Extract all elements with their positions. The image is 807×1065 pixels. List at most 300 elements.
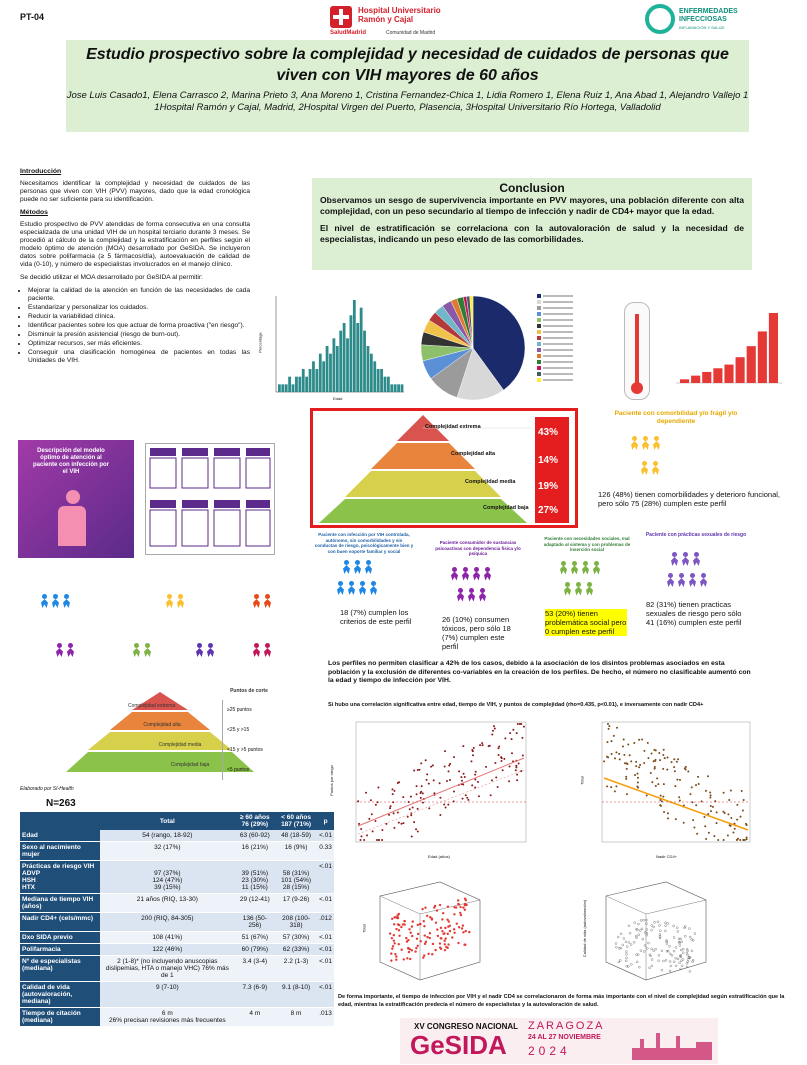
scatter-point bbox=[439, 814, 441, 816]
scatter-point bbox=[673, 758, 675, 760]
scatter-point bbox=[462, 745, 464, 747]
scatter-point bbox=[676, 927, 678, 929]
scatter-point bbox=[381, 829, 383, 831]
scatter-point bbox=[397, 923, 399, 925]
scatter-point bbox=[625, 776, 627, 778]
scatter-point bbox=[393, 942, 395, 944]
table-cell: 9.1 (8-10) bbox=[275, 982, 317, 1008]
table-cell: 3.4 (3-4) bbox=[235, 956, 275, 982]
scatter-point bbox=[413, 769, 415, 771]
scatter-point bbox=[710, 805, 712, 807]
scatter-3d-1-svg bbox=[360, 876, 500, 986]
scatter-point bbox=[643, 750, 645, 752]
blue-people-icon bbox=[336, 581, 414, 600]
table-cell: 7.3 (6-9) bbox=[235, 982, 275, 1008]
histogram-bar bbox=[384, 377, 387, 392]
scatter-point bbox=[492, 730, 494, 732]
scatter-point bbox=[437, 935, 439, 937]
scatter-point bbox=[685, 766, 687, 768]
scatter-point bbox=[395, 955, 397, 957]
cutpoint: <5 puntos bbox=[227, 767, 250, 773]
scatter-point bbox=[497, 747, 499, 749]
purple-people-icon bbox=[450, 567, 528, 586]
scatter-point bbox=[444, 949, 446, 951]
scatter-point bbox=[639, 930, 641, 932]
scatter-point bbox=[616, 727, 618, 729]
scatter-point bbox=[677, 930, 679, 932]
histogram-bar bbox=[360, 308, 363, 392]
scatter-point bbox=[445, 937, 447, 939]
profile-title: Paciente con prácticas sexuales de riesgo bbox=[645, 532, 747, 538]
scatter-cd4-svg bbox=[584, 718, 754, 858]
scatter-point bbox=[629, 754, 631, 756]
histogram-ylabel: Percentage bbox=[257, 332, 263, 353]
scatter-point bbox=[504, 737, 506, 739]
scatter-point bbox=[650, 772, 652, 774]
scatter-point bbox=[664, 930, 666, 932]
scatter-point bbox=[618, 961, 620, 963]
scatter-point bbox=[378, 839, 380, 841]
scatter-point bbox=[398, 935, 400, 937]
affiliations: 1Hospital Ramón y Cajal, Madrid, 2Hospital Virgen del Puerto, Plasencia, 3Hospital Universitario Río Hortega, Valladolid bbox=[154, 102, 661, 113]
scatter-point bbox=[441, 930, 443, 932]
scatter-point bbox=[411, 935, 413, 937]
congress-year: 2024 bbox=[528, 1044, 571, 1058]
scatter-point bbox=[475, 771, 477, 773]
scatter-point bbox=[635, 765, 637, 767]
scatter-point bbox=[620, 947, 622, 949]
scatter-point bbox=[396, 917, 398, 919]
scatter-point bbox=[393, 939, 395, 941]
scatter-point bbox=[659, 759, 661, 761]
scatter-point bbox=[682, 948, 684, 950]
list-item: • Reducir la variabilidad clínica. bbox=[28, 313, 250, 321]
histogram-bar bbox=[281, 384, 284, 392]
congress-banner bbox=[400, 1018, 718, 1064]
scatter-point bbox=[736, 804, 738, 806]
scatter-point bbox=[419, 769, 421, 771]
table-header-row bbox=[20, 812, 334, 830]
scatter-point bbox=[641, 738, 643, 740]
table-cell: 39 (51%) 23 (30%) 11 (15%) bbox=[235, 861, 275, 894]
green-people-icon bbox=[559, 561, 639, 580]
scatter-point bbox=[449, 779, 451, 781]
scatter-point bbox=[619, 758, 621, 760]
histogram-bar bbox=[387, 377, 390, 392]
pink-people-icon bbox=[252, 643, 274, 662]
pyramid-level-label: Complejidad baja bbox=[170, 762, 210, 768]
table-header: Total bbox=[100, 812, 235, 830]
legend-entry bbox=[543, 295, 573, 297]
scatter-point bbox=[407, 947, 409, 949]
legend-entry bbox=[543, 355, 573, 357]
scatter-point bbox=[515, 769, 517, 771]
profile-text: 26 (10%) consumen tóxicos, pero sólo 18 (7%) cumplen este perfil bbox=[442, 614, 511, 651]
scatter-point bbox=[663, 749, 665, 751]
scatter-point bbox=[451, 936, 453, 938]
table-row bbox=[20, 932, 334, 944]
scatter-point bbox=[678, 938, 680, 940]
scatter-point bbox=[667, 923, 669, 925]
scatter-point bbox=[680, 960, 682, 962]
scatter-point bbox=[703, 816, 705, 818]
scatter-point bbox=[453, 928, 455, 930]
table-row bbox=[20, 1008, 334, 1027]
table-row bbox=[20, 944, 334, 956]
table-cell: 21 años (RIQ, 13-30) bbox=[100, 894, 235, 913]
scatter-point bbox=[393, 812, 395, 814]
table-cell: 2.2 (1-3) bbox=[275, 956, 317, 982]
hospital-logo bbox=[330, 4, 480, 40]
scatter-point bbox=[427, 953, 429, 955]
table-cell: <.01 bbox=[317, 944, 334, 956]
scatter-point bbox=[638, 739, 640, 741]
table-cell: 97 (37%) 124 (47%) 39 (15%) bbox=[100, 861, 235, 894]
scatter-point bbox=[742, 809, 744, 811]
table-cell: 200 (RIQ, 84-305) bbox=[100, 913, 235, 932]
histogram-bar bbox=[373, 361, 376, 392]
scatter-point bbox=[390, 959, 392, 961]
scatter-point bbox=[643, 919, 645, 921]
results-text: Los perfiles no permiten clasificar a 42% de los casos, debido a la asociación de los disintos problemas asociados en esta población y la exclusión de diferentes co-variables en la creación de los perfiles. De hecho, el número no clasificable aumentó con la edad y tiempo de infección por VIH. bbox=[328, 660, 751, 684]
scatter-point bbox=[494, 762, 496, 764]
scatter-point bbox=[457, 942, 459, 944]
scatter-point bbox=[433, 779, 435, 781]
cube-frame bbox=[606, 882, 706, 980]
frail-profile bbox=[596, 410, 756, 480]
scatter-point bbox=[509, 766, 511, 768]
blue-people-icon bbox=[40, 594, 73, 613]
scatter-point bbox=[461, 780, 463, 782]
scatter-point bbox=[638, 934, 640, 936]
scatter-point bbox=[626, 946, 628, 948]
scatter-point bbox=[625, 778, 627, 780]
scatter-point bbox=[610, 740, 612, 742]
legend-swatch bbox=[537, 366, 541, 370]
scatter-point bbox=[459, 906, 461, 908]
scatter-point bbox=[687, 770, 689, 772]
scatter-point bbox=[656, 777, 658, 779]
scatter-point bbox=[488, 745, 490, 747]
histogram-bar bbox=[315, 369, 318, 392]
scatter-point bbox=[695, 804, 697, 806]
risk-bar bbox=[713, 368, 722, 383]
percent-column bbox=[535, 417, 569, 523]
table-cell: 9 (7-10) bbox=[100, 982, 235, 1008]
scatter-point bbox=[443, 940, 445, 942]
histogram-bar bbox=[332, 338, 335, 392]
scatter-point bbox=[375, 804, 377, 806]
scatter-point bbox=[468, 931, 470, 933]
poster-title: Estudio prospectivo sobre la complejidad y necesidad de cuidados de personas que viven con VIH mayores de 60 años bbox=[86, 46, 729, 84]
scatter-point bbox=[655, 749, 657, 751]
salud-madrid-label: SaludMadrid bbox=[330, 30, 367, 36]
scatter-point bbox=[671, 954, 673, 956]
scatter-point bbox=[651, 959, 653, 961]
list-item: • Optimizar recursos, ser más eficientes. bbox=[28, 340, 250, 348]
pyramid-level-label: Complejidad alta bbox=[143, 722, 181, 728]
table-header: p bbox=[317, 812, 334, 830]
table-cell: <.01 bbox=[317, 861, 334, 894]
scatter-point bbox=[607, 723, 609, 725]
scatter-3d-2-svg bbox=[586, 876, 726, 986]
histogram-bar bbox=[278, 384, 281, 392]
scatter-point bbox=[659, 804, 661, 806]
scatter-point bbox=[421, 785, 423, 787]
pyramid-level-label: Complejidad alta bbox=[451, 451, 496, 457]
scatter-point bbox=[675, 965, 677, 967]
scatter-point bbox=[674, 785, 676, 787]
scatter-point bbox=[490, 794, 492, 796]
scatter-point bbox=[657, 921, 659, 923]
scatter-point bbox=[622, 944, 624, 946]
scatter-point bbox=[638, 966, 640, 968]
conclusion-box bbox=[312, 178, 752, 270]
scatter-point bbox=[746, 838, 748, 840]
scatter-point bbox=[478, 795, 480, 797]
profile-text: 53 (20%) tienen problemática social pero 0 cumplen este perfil bbox=[545, 608, 627, 636]
scatter-point bbox=[397, 943, 399, 945]
scatter-point bbox=[417, 808, 419, 810]
yellow-people-icon bbox=[640, 461, 756, 480]
scatter-point bbox=[743, 799, 745, 801]
scatter-point bbox=[493, 725, 495, 727]
scatter-point bbox=[458, 926, 460, 928]
scatter-point bbox=[453, 756, 455, 758]
scatter-point bbox=[447, 943, 449, 945]
profile-card bbox=[428, 540, 528, 651]
intro-text: Necesitamos identificar la complejidad y necesidad de cuidados de las personas que viven con VIH (PVV) mayores, dado que la edad cronológica puede no ser suficiente para su identificación. bbox=[20, 180, 250, 203]
scatter-point bbox=[663, 811, 665, 813]
scatter-point bbox=[688, 928, 690, 930]
scatter-point bbox=[463, 944, 465, 946]
table-cell: Nadir CD4+ (cels/mmc) bbox=[20, 913, 100, 932]
scatter-point bbox=[684, 935, 686, 937]
legend-entry bbox=[543, 373, 573, 375]
legend-entry bbox=[543, 301, 573, 303]
table-row bbox=[20, 982, 334, 1008]
scatter-point bbox=[709, 797, 711, 799]
scatter-point bbox=[677, 758, 679, 760]
scatter-point bbox=[417, 924, 419, 926]
scatter-point bbox=[647, 942, 649, 944]
risk-bar bbox=[691, 376, 700, 383]
scatter-point bbox=[410, 814, 412, 816]
scatter-point bbox=[392, 801, 394, 803]
table-cell: 16 (9%) bbox=[275, 842, 317, 861]
scatter-point bbox=[637, 923, 639, 925]
table-cell: <.01 bbox=[317, 894, 334, 913]
comunidad-label: Comunidad de Madrid bbox=[386, 30, 436, 36]
scatter-point bbox=[657, 783, 659, 785]
legend-swatch bbox=[537, 324, 541, 328]
table-cell: Mediana de tiempo VIH (años) bbox=[20, 894, 100, 913]
green-people-icon bbox=[563, 582, 639, 601]
scatter-point bbox=[509, 732, 511, 734]
scatter-point bbox=[679, 944, 681, 946]
scatter-point bbox=[626, 953, 628, 955]
percent-value: 19% bbox=[538, 481, 559, 492]
scatter-point bbox=[676, 761, 678, 763]
scatter-point bbox=[444, 927, 446, 929]
scatter-point bbox=[665, 925, 667, 927]
scatter-point bbox=[712, 806, 714, 808]
scatter-point bbox=[522, 754, 524, 756]
scatter-point bbox=[389, 932, 391, 934]
scatter-point bbox=[646, 947, 648, 949]
scatter-point bbox=[635, 761, 637, 763]
scatter-point bbox=[474, 774, 476, 776]
cutpoint: ≥25 puntos bbox=[227, 707, 252, 713]
scatter-point bbox=[411, 836, 413, 838]
scatter-point bbox=[610, 786, 612, 788]
histogram-bar bbox=[390, 384, 393, 392]
scatter-point bbox=[416, 793, 418, 795]
scatter-point bbox=[673, 766, 675, 768]
table-cell: 60 (79%) bbox=[235, 944, 275, 956]
scatter-point bbox=[732, 831, 734, 833]
scatter-point bbox=[722, 811, 724, 813]
scatter-point bbox=[414, 950, 416, 952]
purple-people-icon bbox=[456, 588, 528, 607]
profile-title: Paciente con necesidades sociales, mal adaptado al sistema y con problemas de inserción social bbox=[543, 536, 631, 552]
scatter-point bbox=[659, 933, 661, 935]
table-cell: 108 (41%) bbox=[100, 932, 235, 944]
cutpoint: <25 y >15 bbox=[227, 727, 250, 733]
society-name: ENFERMEDADES INFECCIOSAS bbox=[679, 8, 738, 23]
scatter-point bbox=[669, 970, 671, 972]
scatter-point bbox=[666, 769, 668, 771]
scatter-point bbox=[398, 822, 400, 824]
scatter-point bbox=[432, 943, 434, 945]
scatter-point bbox=[517, 723, 519, 725]
legend-swatch bbox=[537, 354, 541, 358]
frail-profile-text: 126 (48%) tienen comorbilidades y deterioro funcional, pero sólo 75 (28%) cumplen este perfil bbox=[598, 490, 780, 508]
scatter-point bbox=[607, 756, 609, 758]
scatter-point bbox=[736, 819, 738, 821]
scatter-point bbox=[643, 950, 645, 952]
scatter-point bbox=[659, 936, 661, 938]
scatter-point bbox=[683, 822, 685, 824]
table-cell: 17 (9-26) bbox=[275, 894, 317, 913]
scatter-point bbox=[436, 928, 438, 930]
stats-table bbox=[20, 812, 334, 1027]
scatter-point bbox=[734, 828, 736, 830]
scatter-point bbox=[697, 776, 699, 778]
scatter-point bbox=[642, 938, 644, 940]
scatter-point bbox=[363, 839, 365, 841]
scatter-point bbox=[394, 953, 396, 955]
scatter-point bbox=[673, 961, 675, 963]
table-cell: 6 m 26% precisan revisiones más frecuentes bbox=[100, 1008, 235, 1027]
scatter-point bbox=[606, 785, 608, 787]
scatter-point bbox=[449, 930, 451, 932]
legend-swatch bbox=[537, 360, 541, 364]
scatter-point bbox=[739, 839, 741, 841]
scatter-point bbox=[744, 839, 746, 841]
scatter-point bbox=[651, 781, 653, 783]
authors: Jose Luis Casado1, Elena Carrasco 2, Marina Prieto 3, Ana Moreno 1, Cristina Fernandez-Chica 1, Lidia Romero 1, Elena Ruiz 1, Ana Abad 1, Alejandro Vallejo 1 bbox=[66, 90, 749, 101]
scatter-point bbox=[675, 818, 677, 820]
histogram-bar bbox=[298, 377, 301, 392]
scatter-point bbox=[685, 768, 687, 770]
scatter-point bbox=[618, 947, 620, 949]
scatter-point bbox=[659, 930, 661, 932]
scatter-point bbox=[511, 738, 513, 740]
scatter-point bbox=[516, 732, 518, 734]
scatter-point bbox=[422, 802, 424, 804]
scatter-point bbox=[692, 819, 694, 821]
skyline-icon bbox=[632, 1030, 712, 1060]
scatter-point bbox=[515, 766, 517, 768]
histogram-bar bbox=[329, 354, 332, 392]
profile-title: Paciente con comorbilidad y/o frágil y/o dependiente bbox=[614, 410, 738, 425]
scatter-point bbox=[398, 781, 400, 783]
violet-people-icon bbox=[666, 573, 752, 592]
scatter-point bbox=[442, 912, 444, 914]
scatter-point bbox=[393, 934, 395, 936]
scatter-3d-1 bbox=[360, 876, 500, 986]
scatter-point bbox=[614, 790, 616, 792]
pyramid-credit: Elaborado por SI-Health bbox=[20, 786, 74, 792]
pyramid-level-label: Complejidad media bbox=[465, 479, 516, 485]
legend-swatch bbox=[537, 372, 541, 376]
scatter-point bbox=[370, 799, 372, 801]
scatter-point bbox=[439, 782, 441, 784]
scatter-point bbox=[471, 784, 473, 786]
scatter-point bbox=[708, 832, 710, 834]
scatter-point bbox=[681, 941, 683, 943]
hospital-name: Hospital Universitario Ramón y Cajal bbox=[358, 6, 441, 24]
left-column bbox=[20, 168, 250, 366]
axis-label: Nadir CD4+ bbox=[656, 854, 678, 859]
scatter-point bbox=[395, 928, 397, 930]
scatter-point bbox=[625, 957, 627, 959]
scatter-point bbox=[615, 785, 617, 787]
table-cell: Calidad de vida (autovaloración, mediana) bbox=[20, 982, 100, 1008]
scatter-point bbox=[398, 929, 400, 931]
model-diagram-svg bbox=[146, 444, 274, 554]
conclusion-p1: Observamos un sesgo de supervivencia importante en PVV mayores, una población diferente con alta complejidad, con un peso secundario al tiempo de infección y nadir de CD4+ mayor que la edad. bbox=[320, 195, 744, 216]
histogram-bar bbox=[353, 300, 356, 392]
scatter-point bbox=[636, 961, 638, 963]
legend-swatch bbox=[537, 330, 541, 334]
correlation-text: Sí hubo una correlación significativa entre edad, tiempo de VIH, y puntos de complejidad (rho=0.435, p<0.01), e inversamente con nadir CD4+ bbox=[328, 702, 704, 708]
scatter-point bbox=[611, 753, 613, 755]
scatter-point bbox=[647, 742, 649, 744]
scatter-point bbox=[695, 784, 697, 786]
legend-entry bbox=[543, 379, 573, 381]
scatter-point bbox=[694, 933, 696, 935]
profile-card bbox=[535, 536, 639, 636]
cube-edge bbox=[380, 896, 420, 914]
histogram-bar bbox=[285, 384, 288, 392]
scatter-point bbox=[447, 905, 449, 907]
scatter-point bbox=[640, 920, 642, 922]
table-cell: 57 (30%) bbox=[275, 932, 317, 944]
scatter-point bbox=[462, 924, 464, 926]
scatter-point bbox=[662, 960, 664, 962]
scatter-point bbox=[417, 769, 419, 771]
scatter-point bbox=[674, 770, 676, 772]
scatter-point bbox=[639, 764, 641, 766]
scatter-point bbox=[464, 904, 466, 906]
scatter-point bbox=[608, 725, 610, 727]
scatter-point bbox=[626, 793, 628, 795]
scatter-point bbox=[448, 920, 450, 922]
scatter-point bbox=[453, 906, 455, 908]
scatter-point bbox=[606, 741, 608, 743]
